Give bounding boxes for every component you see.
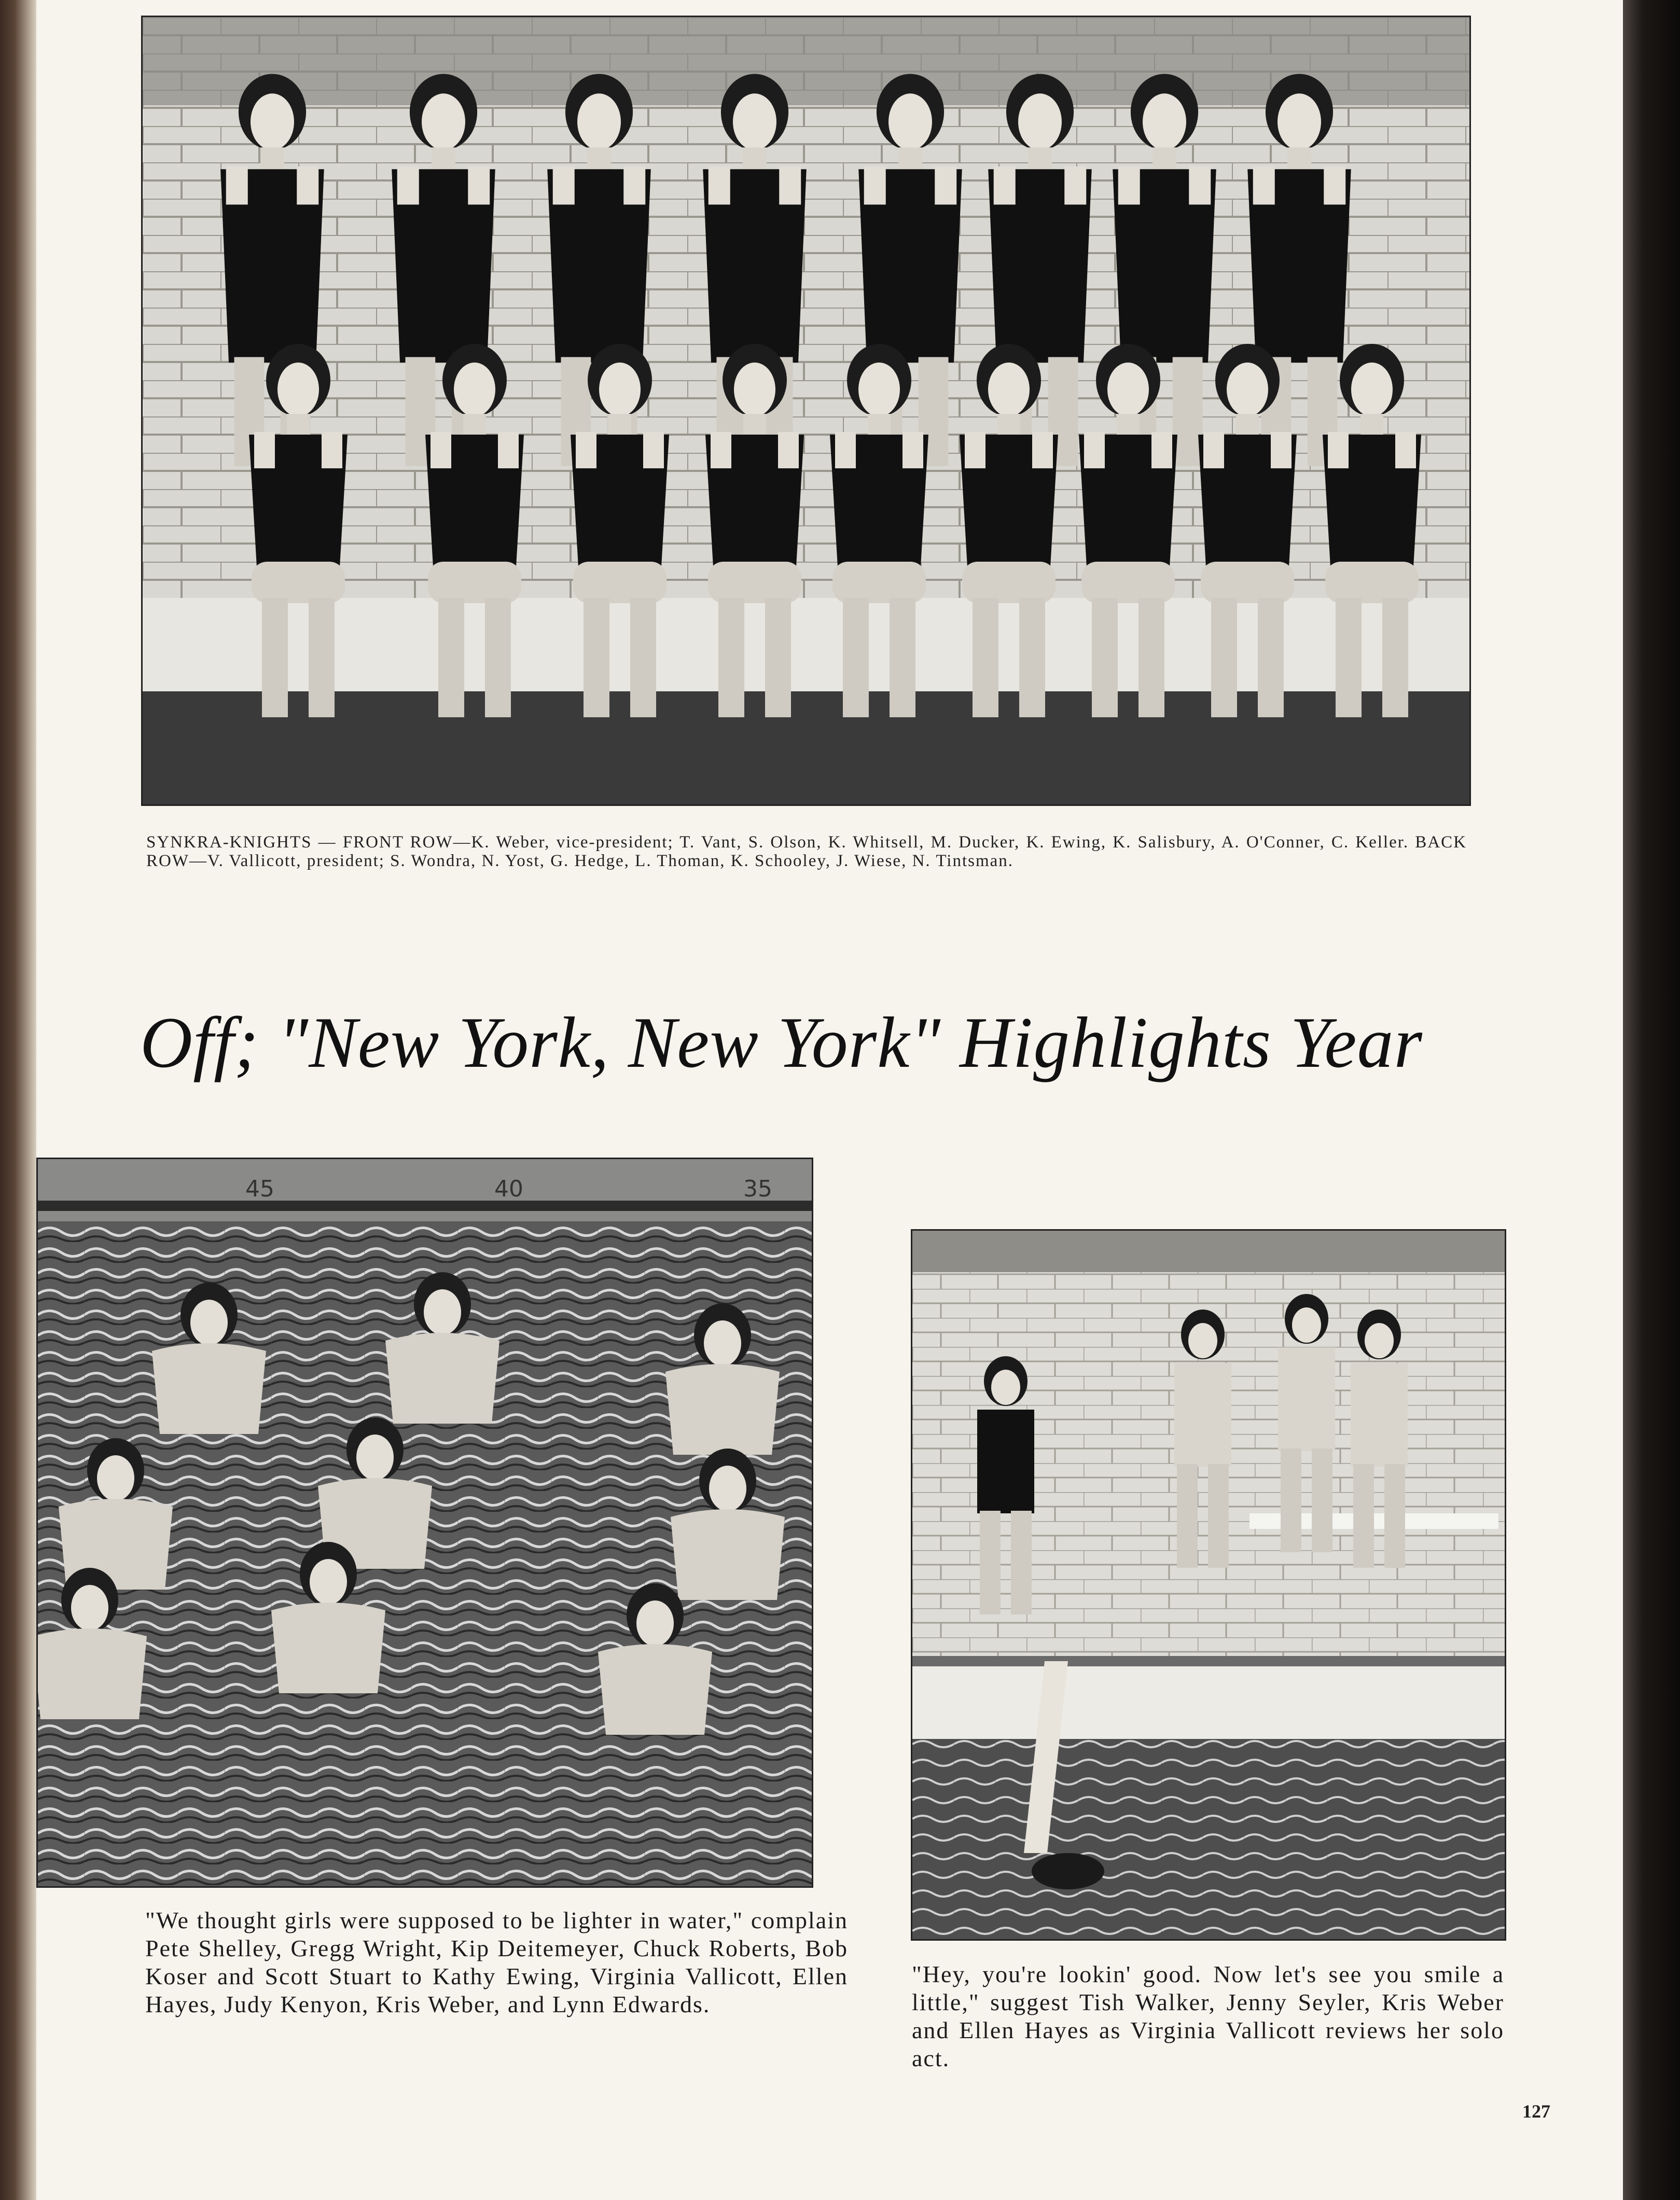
solo-caption: "Hey, you're lookin' good. Now let's see you smile a little," suggest Tish Walker, Jenny Seyler, Kris Weber and Ellen Hayes as Virginia Vallicott reviews her solo act. <box>912 1961 1504 2071</box>
lane-marker-40: 40 <box>494 1176 523 1202</box>
page-headline: Off; "New York, New York" Highlights Year <box>140 1002 1423 1083</box>
lane-marker-35: 35 <box>743 1176 772 1202</box>
team-caption: SYNKRA-KNIGHTS — FRONT ROW—K. Weber, vice-president; T. Vant, S. Olson, K. Whitsell, M. Ducker, K. Ewing, K. Salisbury, A. O'Conner, C. Keller. BACK ROW—V. Vallicott, president; S. Wondra, N. Yost, G. Hedge, L. Thoman, K. Schooley, J. Wiese, N. Tintsman. <box>146 833 1467 870</box>
solo-photo <box>911 1229 1506 1941</box>
page-number: 127 <box>1522 2101 1550 2122</box>
book-left-edge <box>0 0 36 2200</box>
pool-photo <box>36 1158 813 1888</box>
pool-caption: "We thought girls were supposed to be lighter in water," complain Pete Shelley, Gregg Wright, Kip Deitemeyer, Chuck Roberts, Bob Koser and Scott Stuart to Kathy Ewing, Virginia Vallicott, Ellen Hayes, Judy Kenyon, Kris Weber, and Lynn Edwards. <box>145 1907 848 2017</box>
lane-marker-45: 45 <box>245 1176 274 1202</box>
book-binding <box>1623 0 1680 2200</box>
yearbook-page <box>36 0 1623 2200</box>
team-photo <box>141 16 1471 806</box>
